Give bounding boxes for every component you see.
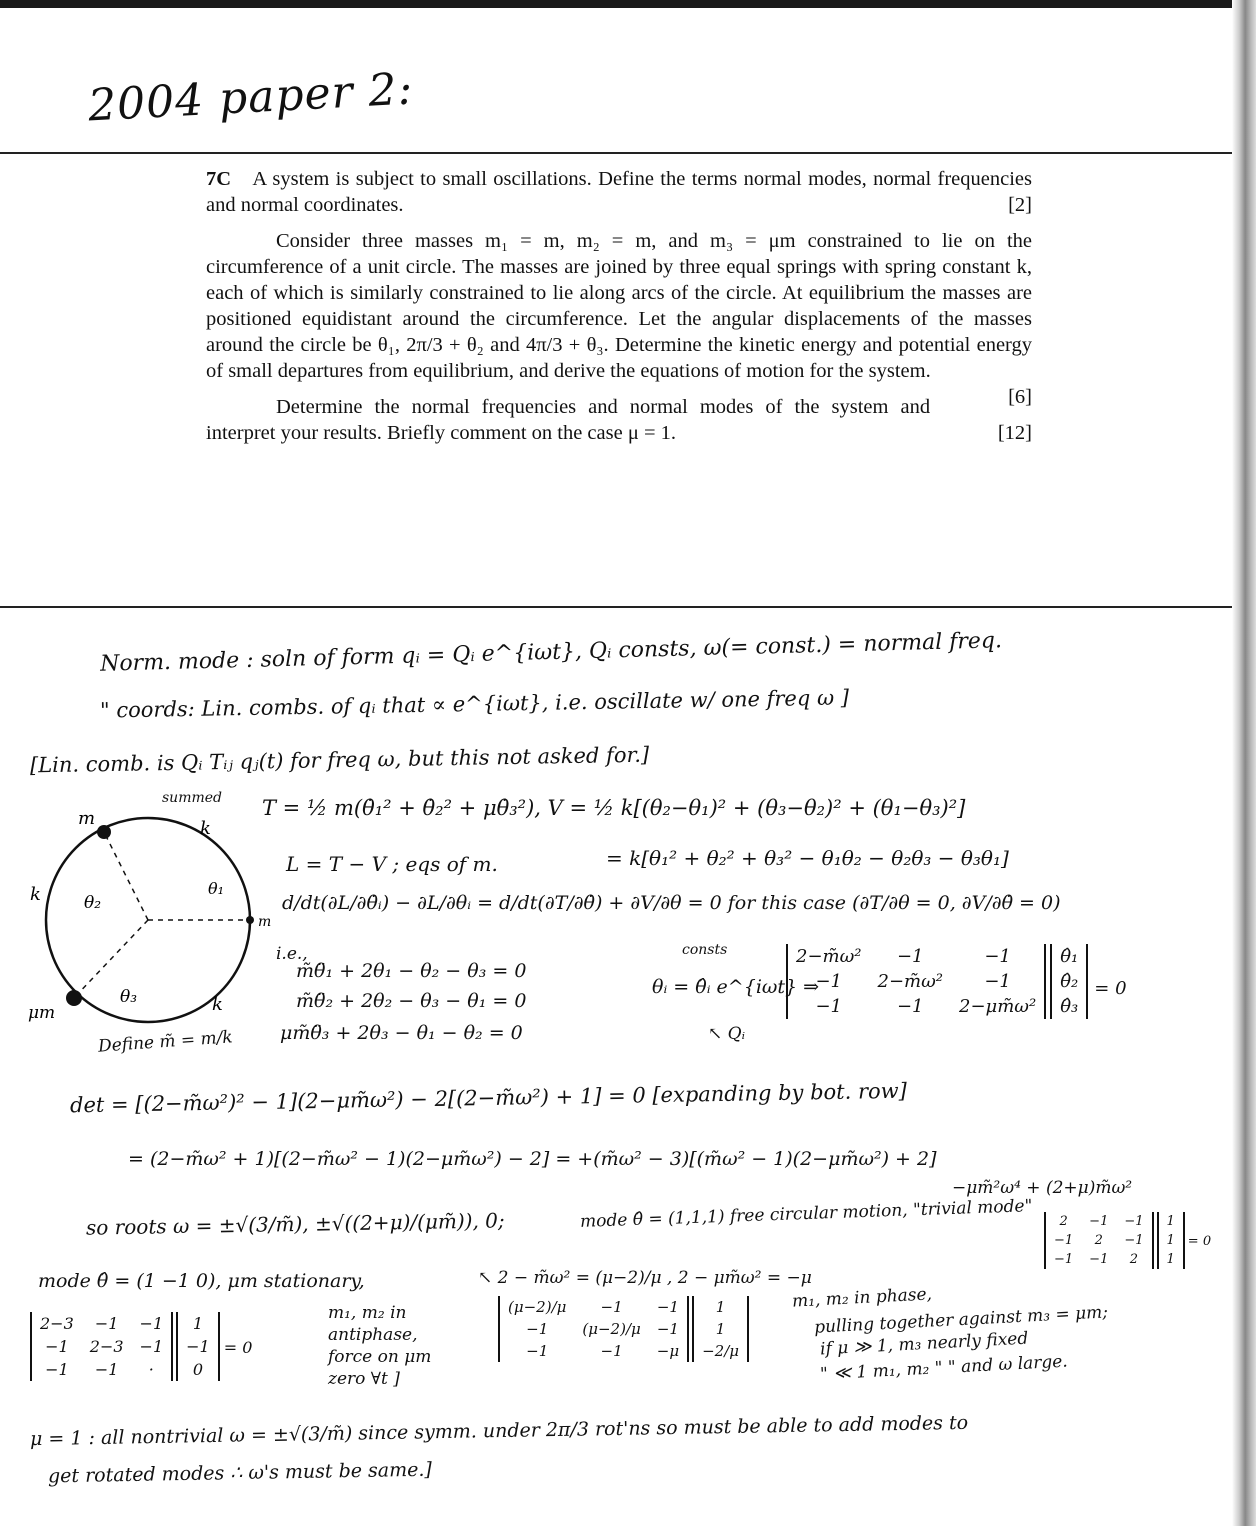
radius-mass-2 [104,832,148,920]
note-inphase-2: pulling together against m₃ = μm; [813,1302,1109,1338]
note-ansatz: θᵢ = θ̂ᵢ e^{iωt} ⇒ [652,976,820,998]
note-determinant-expansion: −μm̃²ω⁴ + (2+μ)m̃ω² [952,1178,1133,1198]
note-euler-lagrange: d/dt(∂L/∂θ̇ᵢ) − ∂L/∂θᵢ = d/dt(∂T/∂θ̇) + ∂V/∂θ = 0 for this case (∂T/∂θ = 0, ∂V/∂θ̇ = 0) [282,892,1061,914]
note-mode2-condition: ↖ 2 − m̃ω² = (μ−2)/μ , 2 − μm̃ω² = −μ [478,1268,812,1288]
mark-1: [2] [1008,194,1032,216]
matrix-vector: θ̂₁ θ̂₂ θ̂₃ [1050,944,1088,1019]
note-inphase-1: m₁, m₂ in phase, [791,1284,933,1312]
note-energies: T = ½ m(θ̇₁² + θ̇₂² + μθ̇₃²), V = ½ k[(θ₂−θ₁)² + (θ₃−θ₂)² + (θ₁−θ₃)²] [262,796,966,820]
mass-2 [97,825,111,839]
label-m-top: m [78,808,96,829]
note-determinant: det = [(2−m̃ω²)² − 1](2−μm̃ω²) − 2[(2−m̃ω²) + 1] = 0 [expanding by bot. row] [69,1078,908,1118]
label-k-top: k [200,818,211,839]
antiphase-mode-matrix: 2−3 −1 −1 −1 2−3 −1 −1 −1 · 1 −1 0 = 0 [30,1312,252,1381]
note-mode-antiphase: mode θ̂ = (1 −1 0), μm stationary, [38,1270,365,1292]
note-eom-3: μm̃θ̈₃ + 2θ₃ − θ₁ − θ₂ = 0 [280,1022,523,1044]
matrix-equals: = 0 [1094,978,1127,999]
question-number: 7C [206,168,232,190]
note-eom-1: m̃θ̈₁ + 2θ₁ − θ₂ − θ₃ = 0 [296,960,527,982]
mark-3: [12] [997,422,1032,444]
label-k-left: k [30,884,41,905]
note-line-normal-mode: Norm. mode : soln of form qᵢ = Qᵢ e^{iωt}, Qᵢ consts, ω(= const.) = normal freq. [99,628,1003,677]
divider [0,606,1232,608]
note-roots: so roots ω = ±√(3/m̃), ±√((2+μ)/(μm̃)), 0; [85,1208,505,1240]
mass-1 [246,916,254,924]
inphase-mode-matrix: (μ−2)/μ −1 −1 −1 (μ−2)/μ −1 −1 −1 −μ 1 1 −2/μ [498,1296,749,1362]
note-inphase-3: if μ ≫ 1, m₃ nearly fixed [819,1328,1029,1360]
note-inphase-4: " ≪ 1 m₁, m₂ " " and ω large. [819,1351,1069,1385]
note-line-lin-comb: [Lin. comb. is Qᵢ Tᵢⱼ qⱼ(t) for freq ω, but this not asked for.] [29,742,650,778]
note-lagrangian: L = T − V ; eqs of m. [286,852,498,876]
note-consts: consts [682,942,728,958]
scan-top-edge [0,0,1256,8]
label-m-right: m [258,914,272,930]
label-k-bottom: k [212,994,223,1015]
label-theta-2: θ₂ [84,893,102,913]
trivial-mode-matrix: 2 −1 −1 −1 2 −1 −1 −1 2 1 1 1 = 0 [1044,1212,1211,1269]
label-mu-m: μm [28,1003,56,1023]
question-part-2: Consider three masses m₁ = m, m₂ = m, and m₃ = μm constrained to lie on the circumference of a unit circle. The masses are joined by three equal springs with spring constant k, each of which is similarly constrained to lie along arcs of the circle. At equilibrium the masses are positioned equidistant around the circumference. Let the angular displacements of the masses around the circle be θ₁, 2π/3 + θ₂ and 4π/3 + θ₃. Determine the kinetic energy and potential energy of small departures from equilibrium, and derive the equations of motion for the system. [6] [206,230,1032,408]
note-ie: i.e., [276,944,308,964]
note-define-mtilde: Define m̃ = m/k [97,1027,234,1057]
note-eom-2: m̃θ̈₂ + 2θ₂ − θ₃ − θ₁ = 0 [296,990,527,1012]
note-determinant-factored: = (2−m̃ω² + 1)[(2−m̃ω² − 1)(2−μm̃ω²) − 2] = +(m̃ω² − 3)[(m̃ω² − 1)(2−μm̃ω²) + 2] [128,1148,937,1170]
note-mu-one: μ = 1 : all nontrivial ω = ±√(3/m̃) since symm. under 2π/3 rot'ns so must be able to add modes to [29,1411,969,1451]
three-mass-ring-diagram [28,790,272,1023]
divider [0,152,1232,154]
note-line-normal-coords: " coords: Lin. combs. of qᵢ that ∝ e^{iωt}, i.e. oscillate w/ one freq ω ] [99,685,850,723]
note-potential-expanded: = k[θ₁² + θ₂² + θ₃² − θ₁θ₂ − θ₂θ₃ − θ₃θ₁] [606,846,1009,870]
exam-question [206,166,1032,456]
note-mu-one-conclusion: get rotated modes ∴ ω's must be same.] [47,1458,433,1488]
question-part-1: 7C A system is subject to small oscillations. Define the terms normal modes, normal frequencies and normal coordinates. [2] [206,168,1032,216]
note-antiphase-explanation: m₁, m₂ in antiphase, force on μm zero ∀t ] [328,1303,432,1389]
note-trivial-mode: mode θ̂ = (1,1,1) free circular motion, "trivial mode" [579,1196,1033,1232]
mark-2: [6] [1008,386,1032,408]
note-summed: summed [162,790,222,806]
note-qi: ↖ Qᵢ [708,1024,746,1044]
scan-right-edge [1232,0,1256,1526]
mass-3 [66,990,82,1006]
question-part-3: Determine the normal frequencies and normal modes of the system and interpret your results. Briefly comment on the case μ = 1. [12] [206,396,1032,444]
page-heading: 2004 paper 2: [86,63,415,132]
matrix-body: 2−m̃ω² −1 −1 −1 2−m̃ω² −1 −1 −1 2−μm̃ω² [786,944,1046,1019]
secular-matrix [786,944,1127,1019]
label-theta-3: θ₃ [120,987,138,1007]
label-theta-1: θ₁ [208,879,225,898]
